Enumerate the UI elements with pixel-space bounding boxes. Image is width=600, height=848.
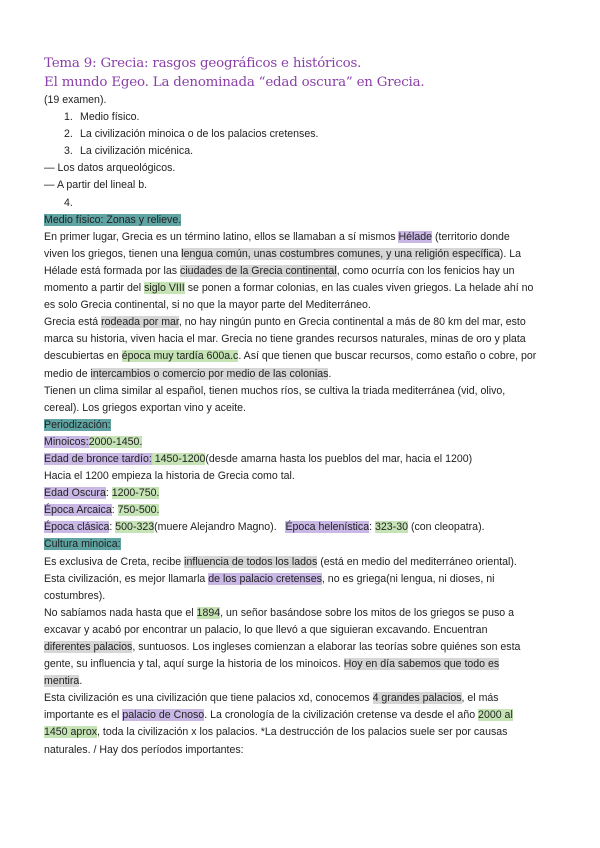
paragraph-line: gente, su influencia y tal, aquí surge la historia de los minoicos. Hoy en día sabemos que todo es: [44, 658, 500, 671]
paragraph-line: importante es el palacio de Cnoso. La cronología de la civilización cretense va desde el año 2000 al: [44, 709, 513, 722]
title-line-1: Tema 9: Grecia: rasgos geográficos e históricos.: [44, 56, 362, 71]
paragraph-line: Grecia está rodeada por mar, no hay ningún punto en Grecia continental a más de 80 km del mar, esto: [44, 316, 526, 329]
paragraph-line: Hélade está formada por las ciudades de la Grecia continental, como ocurría con los fenicios hay un: [44, 264, 515, 277]
section-heading-medio-fisico: Medio físico: Zonas y relieve.: [44, 213, 182, 226]
exam-note: (19 examen).: [44, 94, 107, 106]
list-item: 1. Medio físico.: [64, 111, 140, 124]
section-heading-periodizacion: Periodización:: [44, 418, 111, 431]
section-heading-cultura-minoica: Cultura minoica:: [44, 538, 121, 551]
paragraph-line: descubiertas en época muy tardía 600a.c. Así que tienen que buscar recursos, como estaño o cobre, por: [44, 350, 537, 363]
paragraph-line: En primer lugar, Grecia es un término latino, ellos se llamaban a sí mismos Hélade (territorio donde: [44, 230, 510, 243]
paragraph-line: diferentes palacios, suntuosos. Los ingleses comienzan a elaborar las teorías sobre quiénes son esta: [44, 641, 521, 653]
paragraph-line: No sabíamos nada hasta que el 1894, un señor basándose sobre los mitos de los griegos se puso a: [44, 606, 514, 619]
paragraph-line: Es exclusiva de Creta, recibe influencia de todos los lados (está en medio del mediterráneo oriental).: [44, 555, 517, 568]
paragraph-line: costumbres).: [44, 589, 106, 602]
paragraph-line: Hacia el 1200 empieza la historia de Grecia como tal.: [44, 470, 295, 483]
paragraph-line: mentira.: [44, 675, 83, 688]
paragraph-line: momento a partir del siglo VIII se ponen a formar colonias, en las cuales viven griegos. La helade ahí no: [44, 282, 534, 295]
period-row: Edad de bronce tardío: 1450-1200(desde amarna hasta los pueblos del mar, hacia el 1200): [44, 452, 473, 465]
dash-item: — Los datos arqueológicos.: [44, 162, 176, 175]
period-row: Época clásica: 500-323(muere Alejandro Magno). Época helenística: 323-30 (con cleopatra).: [44, 521, 485, 534]
paragraph-line: Esta civilización, es mejor llamarla de los palacio cretenses, no es griega(ni lengua, ni dioses, ni: [44, 572, 495, 585]
title-line-2: El mundo Egeo. La denominada “edad oscura” en Grecia.: [44, 75, 425, 90]
period-row: Edad Oscura: 1200-750.: [44, 487, 160, 500]
period-row: Minoicos:2000-1450.: [44, 435, 143, 448]
paragraph-line: excavar y acabó por encontrar un palacio, lo que llevó a que siguieran excavando. Encuentran: [44, 623, 488, 636]
period-row: Época Arcaica: 750-500.: [44, 504, 160, 517]
paragraph-line: Esta civilización es una civilización que tiene palacios xd, conocemos 4 grandes palacios, el más: [44, 692, 499, 705]
list-item: 4.: [64, 196, 73, 209]
paragraph-line: es solo Grecia continental, si no que la mayor parte del Mediterráneo.: [44, 299, 371, 312]
list-item: 2. La civilización minoica o de los palacios cretenses.: [64, 128, 319, 141]
paragraph-line: marca su historia, viven hacia el mar. Grecia no tiene grandes recursos naturales, minas de oro y plata: [44, 333, 526, 346]
dash-item: — A partir del lineal b.: [44, 179, 148, 192]
paragraph-line: Tienen un clima similar al español, tienen muchos ríos, se cultiva la triada mediterránea (vid, olivo,: [44, 384, 506, 397]
paragraph-line: 1450 aprox, toda la civilización x los palacios. *La destrucción de los palacios suele ser por causas: [44, 726, 508, 739]
paragraph-line: naturales. / Hay dos períodos importantes:: [44, 743, 244, 756]
paragraph-line: viven los griegos, tienen una lengua común, unas costumbres comunes, y una religión específica). La: [44, 247, 521, 260]
paragraph-line: medio de intercambios o comercio por medio de las colonias.: [44, 367, 332, 380]
list-item: 3. La civilización micénica.: [64, 145, 194, 158]
paragraph-line: cereal). Los griegos exportan vino y aceite.: [44, 401, 246, 414]
